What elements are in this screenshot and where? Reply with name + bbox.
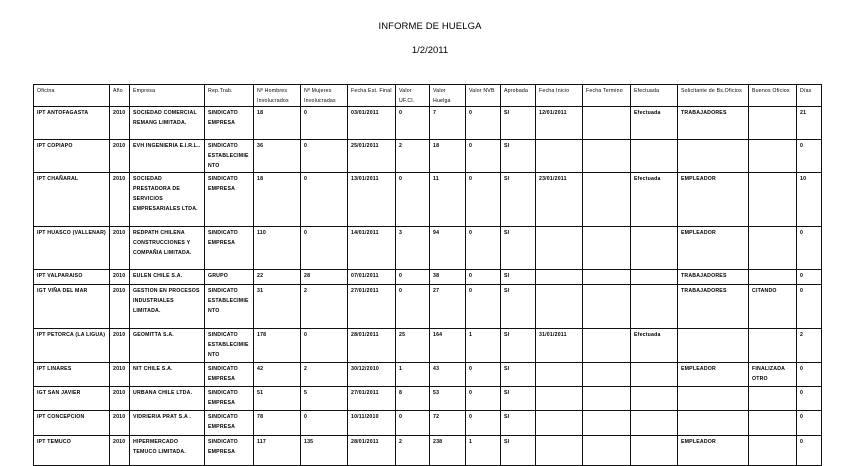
strike-report-table: [33, 84, 822, 466]
cell-anio: 2010: [110, 436, 130, 466]
cell-empresa: VIDRIERIA PRAT S.A .: [130, 411, 205, 436]
cell-anio: 2010: [110, 363, 130, 387]
cell-aprobada: SI: [501, 107, 536, 140]
cell-oficina: IPT CONCEPCION: [34, 411, 110, 436]
cell-valor-huelga: 238: [430, 436, 466, 466]
cell-fecha-inicio: [536, 363, 583, 387]
cell-dias: 0: [797, 227, 822, 270]
cell-fecha-est-final: 07/01/2011: [348, 270, 396, 285]
cell-empresa: SOCIEDAD COMERCIAL REMANG LIMITADA.: [130, 107, 205, 140]
cell-oficina: IPT PETORCA (LA LIGUA): [34, 329, 110, 363]
table-row: [34, 107, 822, 140]
cell-dias: 0: [797, 436, 822, 466]
cell-n-hombres: 18: [254, 173, 301, 227]
cell-rep-trab: SINDICATO EMPRESA: [205, 227, 254, 270]
cell-valor-uf: 1: [396, 363, 430, 387]
report-date: 1/2/2011: [411, 45, 449, 56]
cell-efectuada: [631, 363, 678, 387]
table-row: [34, 363, 822, 387]
cell-valor-nvb: 0: [466, 363, 501, 387]
column-header-valor-uf: Valor UF.Cl.: [396, 85, 430, 107]
cell-aprobada: SI: [501, 387, 536, 411]
cell-anio: 2010: [110, 140, 130, 173]
cell-aprobada: SI: [501, 329, 536, 363]
cell-buenos-oficios: [749, 436, 797, 466]
cell-n-mujeres: 2: [301, 285, 348, 329]
column-header-dias: Días: [797, 85, 822, 107]
cell-solicitante: TRABAJADORES: [678, 285, 749, 329]
cell-solicitante: EMPLEADOR: [678, 173, 749, 227]
cell-n-hombres: 51: [254, 387, 301, 411]
cell-buenos-oficios: [749, 411, 797, 436]
table-body: [34, 107, 822, 466]
cell-fecha-inicio: [536, 270, 583, 285]
cell-aprobada: SI: [501, 436, 536, 466]
cell-valor-huelga: 27: [430, 285, 466, 329]
cell-n-mujeres: 2: [301, 363, 348, 387]
cell-fecha-est-final: 28/01/2011: [348, 436, 396, 466]
cell-empresa: URBANA CHILE LTDA.: [130, 387, 205, 411]
cell-efectuada: [631, 227, 678, 270]
cell-n-hombres: 42: [254, 363, 301, 387]
cell-valor-huelga: 53: [430, 387, 466, 411]
cell-rep-trab: SINDICATO EMPRESA: [205, 173, 254, 227]
cell-valor-huelga: 94: [430, 227, 466, 270]
cell-valor-uf: 2: [396, 140, 430, 173]
cell-solicitante: [678, 329, 749, 363]
cell-oficina: IPT TEMUCO: [34, 436, 110, 466]
cell-n-mujeres: 0: [301, 107, 348, 140]
column-header-efectuada: Efectuada: [631, 85, 678, 107]
cell-efectuada: [631, 270, 678, 285]
cell-dias: 0: [797, 411, 822, 436]
cell-valor-uf: 25: [396, 329, 430, 363]
cell-solicitante: EMPLEADOR: [678, 436, 749, 466]
cell-fecha-termino: [583, 173, 631, 227]
cell-valor-huelga: 7: [430, 107, 466, 140]
cell-fecha-termino: [583, 436, 631, 466]
cell-n-mujeres: 0: [301, 140, 348, 173]
cell-rep-trab: SINDICATO EMPRESA: [205, 436, 254, 466]
cell-dias: 0: [797, 285, 822, 329]
cell-buenos-oficios: CITANDO: [749, 285, 797, 329]
cell-n-mujeres: 0: [301, 173, 348, 227]
cell-empresa: REDPATH CHILENA CONSTRUCCIONES Y COMPAÑIA LIMITADA.: [130, 227, 205, 270]
table-row: [34, 173, 822, 227]
cell-solicitante: TRABAJADORES: [678, 270, 749, 285]
cell-aprobada: SI: [501, 140, 536, 173]
cell-buenos-oficios: [749, 387, 797, 411]
header-row: [34, 85, 822, 107]
cell-fecha-termino: [583, 363, 631, 387]
cell-n-mujeres: 28: [301, 270, 348, 285]
cell-valor-nvb: 1: [466, 329, 501, 363]
cell-fecha-inicio: [536, 387, 583, 411]
cell-fecha-inicio: 12/01/2011: [536, 107, 583, 140]
cell-aprobada: SI: [501, 411, 536, 436]
cell-fecha-termino: [583, 270, 631, 285]
cell-oficina: IPT ANTOFAGASTA: [34, 107, 110, 140]
cell-valor-uf: 0: [396, 107, 430, 140]
column-header-fecha-inicio: Fecha Inicio: [536, 85, 583, 107]
column-header-anio: Año: [110, 85, 130, 107]
cell-solicitante: [678, 411, 749, 436]
cell-buenos-oficios: [749, 140, 797, 173]
cell-fecha-est-final: 25/01/2011: [348, 140, 396, 173]
cell-aprobada: SI: [501, 227, 536, 270]
cell-empresa: GESTION EN PROCESOS INDUSTRIALES LIMITADA.: [130, 285, 205, 329]
cell-fecha-est-final: 27/01/2011: [348, 285, 396, 329]
cell-efectuada: [631, 387, 678, 411]
cell-valor-nvb: 0: [466, 140, 501, 173]
cell-dias: 0: [797, 140, 822, 173]
column-header-empresa: Empresa: [130, 85, 205, 107]
cell-efectuada: [631, 436, 678, 466]
cell-fecha-inicio: [536, 436, 583, 466]
cell-buenos-oficios: [749, 173, 797, 227]
cell-n-hombres: 22: [254, 270, 301, 285]
table-row: [34, 140, 822, 173]
cell-valor-nvb: 1: [466, 436, 501, 466]
cell-anio: 2010: [110, 270, 130, 285]
cell-rep-trab: SINDICATO EMPRESA: [205, 107, 254, 140]
cell-valor-nvb: 0: [466, 411, 501, 436]
cell-anio: 2010: [110, 285, 130, 329]
cell-rep-trab: SINDICATO ESTABLECIMIENTO: [205, 140, 254, 173]
cell-fecha-est-final: 28/01/2011: [348, 329, 396, 363]
cell-efectuada: Efectuada: [631, 329, 678, 363]
cell-n-hombres: 117: [254, 436, 301, 466]
cell-fecha-inicio: [536, 227, 583, 270]
column-header-fecha-termino: Fecha Termino: [583, 85, 631, 107]
cell-empresa: NIT CHILE S.A.: [130, 363, 205, 387]
cell-oficina: IGT SAN JAVIER: [34, 387, 110, 411]
cell-aprobada: SI: [501, 363, 536, 387]
cell-anio: 2010: [110, 329, 130, 363]
cell-solicitante: [678, 387, 749, 411]
cell-oficina: IPT HUASCO (VALLENAR): [34, 227, 110, 270]
cell-efectuada: Efectuada: [631, 173, 678, 227]
cell-valor-uf: 8: [396, 387, 430, 411]
cell-rep-trab: SINDICATO ESTABLECIMIENTO: [205, 285, 254, 329]
cell-fecha-inicio: 23/01/2011: [536, 173, 583, 227]
column-header-buenos-oficios: Buenos Oficios: [749, 85, 797, 107]
cell-valor-uf: 0: [396, 270, 430, 285]
cell-dias: 0: [797, 270, 822, 285]
cell-aprobada: SI: [501, 173, 536, 227]
cell-buenos-oficios: [749, 107, 797, 140]
cell-oficina: IGT VIÑA DEL MAR: [34, 285, 110, 329]
cell-efectuada: Efectuada: [631, 107, 678, 140]
cell-buenos-oficios: [749, 270, 797, 285]
cell-valor-uf: 0: [396, 411, 430, 436]
cell-n-mujeres: 0: [301, 329, 348, 363]
cell-n-hombres: 31: [254, 285, 301, 329]
table-row: [34, 270, 822, 285]
cell-fecha-inicio: [536, 411, 583, 436]
cell-aprobada: SI: [501, 285, 536, 329]
cell-anio: 2010: [110, 173, 130, 227]
cell-oficina: IPT VALPARAISO: [34, 270, 110, 285]
cell-empresa: EULEN CHILE S.A.: [130, 270, 205, 285]
cell-fecha-inicio: 31/01/2011: [536, 329, 583, 363]
column-header-oficina: Oficina: [34, 85, 110, 107]
cell-rep-trab: SINDICATO EMPRESA: [205, 387, 254, 411]
column-header-valor-huelga: Valor Huelga: [430, 85, 466, 107]
cell-n-hombres: 78: [254, 411, 301, 436]
table-row: [34, 436, 822, 466]
cell-rep-trab: SINDICATO ESTABLECIMIENTO: [205, 329, 254, 363]
cell-valor-nvb: 0: [466, 387, 501, 411]
cell-solicitante: EMPLEADOR: [678, 363, 749, 387]
cell-anio: 2010: [110, 227, 130, 270]
cell-valor-nvb: 0: [466, 107, 501, 140]
cell-n-hombres: 18: [254, 107, 301, 140]
cell-rep-trab: SINDICATO EMPRESA: [205, 411, 254, 436]
cell-valor-uf: 3: [396, 227, 430, 270]
cell-oficina: IPT COPIAPO: [34, 140, 110, 173]
cell-anio: 2010: [110, 411, 130, 436]
cell-buenos-oficios: FINALIZADA OTRO: [749, 363, 797, 387]
cell-fecha-est-final: 14/01/2011: [348, 227, 396, 270]
cell-n-mujeres: 135: [301, 436, 348, 466]
table-row: [34, 285, 822, 329]
cell-fecha-est-final: 27/01/2011: [348, 387, 396, 411]
column-header-valor-nvb: Valor NVB: [466, 85, 501, 107]
cell-valor-nvb: 0: [466, 270, 501, 285]
cell-rep-trab: GRUPO: [205, 270, 254, 285]
column-header-n-mujeres: Nº Mujeres Involucradas: [301, 85, 348, 107]
cell-n-mujeres: 5: [301, 387, 348, 411]
cell-n-mujeres: 0: [301, 411, 348, 436]
cell-n-mujeres: 0: [301, 227, 348, 270]
cell-solicitante: TRABAJADORES: [678, 107, 749, 140]
cell-valor-huelga: 11: [430, 173, 466, 227]
cell-n-hombres: 110: [254, 227, 301, 270]
cell-dias: 21: [797, 107, 822, 140]
cell-anio: 2010: [110, 107, 130, 140]
cell-aprobada: SI: [501, 270, 536, 285]
cell-valor-uf: 0: [396, 173, 430, 227]
cell-empresa: EVH INGENIERIA E.I.R.L..: [130, 140, 205, 173]
cell-valor-uf: 2: [396, 436, 430, 466]
cell-empresa: GEOMITTA S.A.: [130, 329, 205, 363]
cell-fecha-termino: [583, 411, 631, 436]
cell-dias: 0: [797, 387, 822, 411]
cell-n-hombres: 36: [254, 140, 301, 173]
cell-fecha-termino: [583, 329, 631, 363]
cell-valor-nvb: 0: [466, 285, 501, 329]
cell-efectuada: [631, 285, 678, 329]
column-header-rep-trab: Rep.Trab.: [205, 85, 254, 107]
cell-fecha-est-final: 30/12/2010: [348, 363, 396, 387]
column-header-aprobada: Aprobada: [501, 85, 536, 107]
column-header-solicitante: Solicitante de Bs.Oficios: [678, 85, 749, 107]
cell-fecha-termino: [583, 227, 631, 270]
table-row: [34, 227, 822, 270]
cell-dias: 0: [797, 363, 822, 387]
cell-fecha-termino: [583, 285, 631, 329]
cell-fecha-est-final: 03/01/2011: [348, 107, 396, 140]
cell-valor-huelga: 164: [430, 329, 466, 363]
cell-buenos-oficios: [749, 329, 797, 363]
cell-efectuada: [631, 411, 678, 436]
cell-valor-huelga: 72: [430, 411, 466, 436]
cell-fecha-inicio: [536, 285, 583, 329]
cell-anio: 2010: [110, 387, 130, 411]
cell-valor-huelga: 38: [430, 270, 466, 285]
cell-empresa: HIPERMERCADO TEMUCO LIMITADA.: [130, 436, 205, 466]
cell-empresa: SOCIEDAD PRESTADORA DE SERVICIOS EMPRESARIALES LTDA.: [130, 173, 205, 227]
cell-oficina: IPT CHAÑARAL: [34, 173, 110, 227]
cell-buenos-oficios: [749, 227, 797, 270]
cell-dias: 2: [797, 329, 822, 363]
column-header-n-hombres: Nº Hombres Involucrados: [254, 85, 301, 107]
table-row: [34, 411, 822, 436]
cell-efectuada: [631, 140, 678, 173]
cell-solicitante: [678, 140, 749, 173]
cell-fecha-termino: [583, 140, 631, 173]
cell-fecha-est-final: 13/01/2011: [348, 173, 396, 227]
cell-valor-nvb: 0: [466, 173, 501, 227]
cell-fecha-termino: [583, 107, 631, 140]
cell-dias: 10: [797, 173, 822, 227]
cell-valor-huelga: 43: [430, 363, 466, 387]
cell-fecha-est-final: 10/11/2010: [348, 411, 396, 436]
cell-rep-trab: SINDICATO EMPRESA: [205, 363, 254, 387]
cell-solicitante: EMPLEADOR: [678, 227, 749, 270]
cell-n-hombres: 178: [254, 329, 301, 363]
cell-fecha-inicio: [536, 140, 583, 173]
cell-valor-uf: 0: [396, 285, 430, 329]
table-row: [34, 329, 822, 363]
table-row: [34, 387, 822, 411]
cell-valor-huelga: 18: [430, 140, 466, 173]
column-header-fecha-est-final: Fecha Est. Final: [348, 85, 396, 107]
report-title: INFORME DE HUELGA: [378, 21, 482, 32]
cell-fecha-termino: [583, 387, 631, 411]
cell-oficina: IPT LINARES: [34, 363, 110, 387]
cell-valor-nvb: 0: [466, 227, 501, 270]
